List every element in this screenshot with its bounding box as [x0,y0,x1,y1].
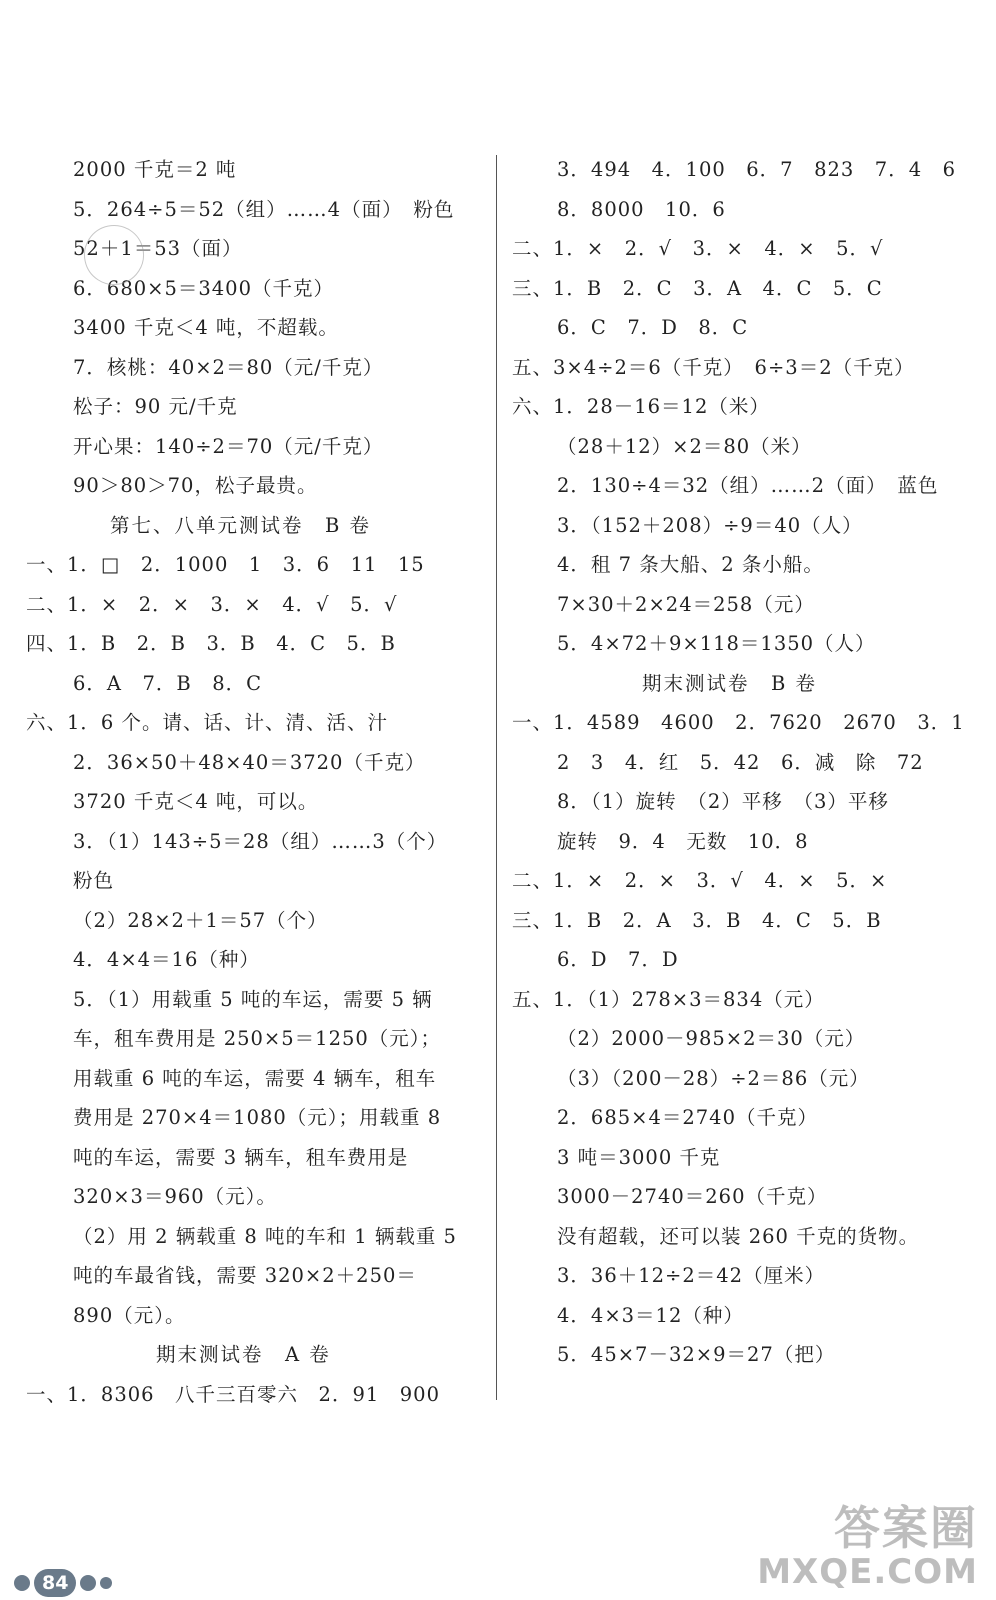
answer-line: 52＋1＝53（面） [73,237,243,260]
answer-line: 5．264÷5＝52（组）……4（面） 粉色 [73,197,455,221]
answer-line: 5．（1）用载重 5 吨的车运，需要 5 辆 [73,987,433,1011]
answer-line: 二、1．× 2．× 3．× 4．√ 5．√ [26,592,398,616]
answer-line: 3．（1）143÷5＝28（组）……3（个） [73,829,448,853]
answer-line: 车，租车费用是 250×5＝1250（元）； [73,1027,442,1050]
answer-line: 2．685×4＝2740（千克） [557,1106,818,1129]
answer-line: 3720 千克＜4 吨，可以。 [73,790,319,813]
page-footer [14,1566,112,1600]
answer-line: （2）28×2＋1＝57（个） [73,908,328,932]
answer-line: 开心果：140÷2＝70（元/千克） [73,434,384,458]
answer-line: 六、1．6 个。请、话、计、清、活、汁 [26,711,389,734]
answer-line: 二、1．× 2．× 3．√ 4．× 5．× [512,869,888,892]
answer-line: 7．核桃：40×2＝80（元/千克） [73,355,384,379]
answer-line: 一、1．8306 八千三百零六 2．91 900 [26,1382,440,1406]
answer-line: 一、1．□ 2．1000 1 3．6 11 15 [26,553,425,576]
answer-line: 320×3＝960（元）。 [73,1185,277,1208]
column-divider [496,155,497,1400]
answer-line: 6．680×5＝3400（千克） [73,276,334,300]
answer-line: 4．4×3＝12（种） [557,1303,744,1327]
page-number: 84 [34,1569,76,1597]
watermark-line2: MXQE.COM [757,1552,978,1592]
answer-line: 3 吨＝3000 千克 [557,1145,721,1169]
answer-line: 没有超载，还可以装 260 千克的货物。 [557,1224,920,1248]
section-heading: 期末测试卷 B 卷 [642,671,818,695]
answer-line: 4．租 7 条大船、2 条小船。 [557,553,824,576]
answer-line: 2 3 4．红 5．42 6．减 除 72 [557,750,924,774]
section-heading: 期末测试卷 A 卷 [156,1343,331,1366]
answer-line: 3．494 4．100 6．7 823 7．4 6 [557,158,957,181]
answer-line: 三、1．B 2．C 3．A 4．C 5．C [512,276,883,300]
watermark-logo [757,1501,978,1592]
answer-line: 5．4×72＋9×118＝1350（人） [557,632,876,655]
answer-line: 90＞80＞70，松子最贵。 [73,474,318,497]
answer-line: 8．（1）旋转 （2）平移 （3）平移 [557,790,889,813]
answer-line: 吨的车运，需要 3 辆车，租车费用是 [73,1145,409,1169]
answer-line: 费用是 270×4＝1080（元）；用载重 8 [73,1106,442,1129]
answer-line: 粉色 [73,869,115,892]
answer-line: 2．130÷4＝32（组）……2（面） 蓝色 [557,474,939,497]
answer-line: 6．C 7．D 8．C [557,316,749,339]
answer-line: 3400 千克＜4 吨，不超载。 [73,316,339,339]
answer-line: 2．36×50＋48×40＝3720（千克） [73,750,426,774]
answer-line: 4．4×4＝16（种） [73,948,260,971]
footer-dot-icon [100,1577,112,1589]
answer-line: 7×30＋2×24＝258（元） [557,592,815,616]
answer-line: 6．A 7．B 8．C [73,671,263,695]
answer-line: 松子：90 元/千克 [73,395,238,418]
answer-line: 2000 千克＝2 吨 [73,158,237,181]
answer-line: （2）用 2 辆载重 8 吨的车和 1 辆载重 5 [73,1224,457,1248]
answer-line: （28＋12）×2＝80（米） [557,434,812,458]
answer-line: 6．D 7．D [557,948,679,971]
answer-line: 四、1．B 2．B 3．B 4．C 5．B [26,632,396,655]
footer-dot-icon [14,1575,30,1591]
answer-line: 890（元）。 [73,1303,186,1327]
answer-line: 三、1．B 2．A 3．B 4．C 5．B [512,908,882,932]
answer-line: 8．8000 10．6 [557,197,726,221]
answer-line: 五、1．（1）278×3＝834（元） [512,987,825,1011]
answer-line: （3）（200－28）÷2＝86（元） [557,1066,870,1090]
watermark-line1: 答案圈 [834,1501,978,1555]
answer-line: 一、1．4589 4600 2．7620 2670 3．1 [512,711,965,734]
answer-line: 六、1．28－16＝12（米） [512,395,770,418]
answer-line: 用载重 6 吨的车运，需要 4 辆车，租车 [73,1066,437,1090]
answer-line: 3．（152＋208）÷9＝40（人） [557,513,863,537]
answer-line: 吨的车最省钱，需要 320×2＋250＝ [73,1264,417,1287]
answer-line: 五、3×4÷2＝6（千克） 6÷3＝2（千克） [512,355,915,379]
answer-line: （2）2000－985×2＝30（元） [557,1027,866,1050]
answer-line: 5．45×7－32×9＝27（把） [557,1343,836,1366]
answer-line: 3000－2740＝260（千克） [557,1185,828,1208]
answer-line: 二、1．× 2．√ 3．× 4．× 5．√ [512,237,884,260]
answer-line: 旋转 9．4 无数 10．8 [557,829,809,853]
footer-dot-icon [80,1575,96,1591]
section-heading: 第七、八单元测试卷 B 卷 [110,513,372,537]
answer-line: 3．36＋12÷2＝42（厘米） [557,1264,826,1287]
